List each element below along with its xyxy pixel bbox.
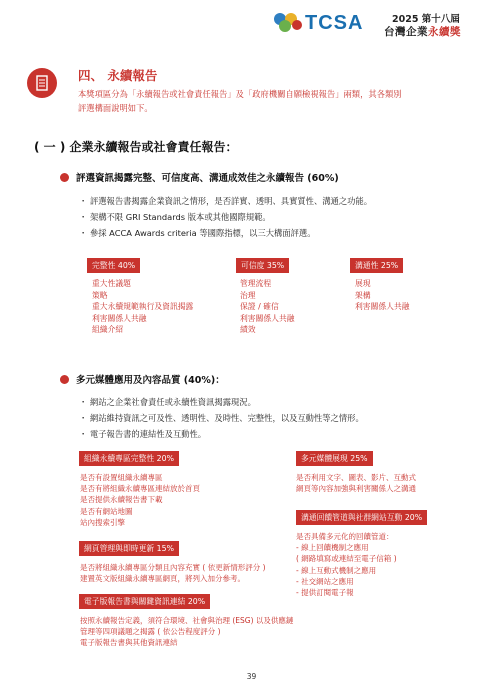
section-title: 四、 永續報告 [78,68,158,83]
column-communication [355,278,410,313]
criteria2-bullets [79,394,364,442]
list-item: ( 網路填寫或連結至電子信箱 ) [296,554,397,564]
bullet-dot-icon [60,375,69,384]
list-item: 是否利用文字、圖表、影片、互動式 [296,473,416,482]
page-number: 39 [246,672,257,681]
list-item: 策略 [92,290,108,300]
list-item: ・ 網站維持資訊之可及性、透明性、及時性、完整性，以及互動性等之情形。 [79,410,364,426]
list-item: - 提供訂閱電子報 [296,588,354,598]
list-item: 組織介紹 [92,325,124,334]
list-item: 保證 / 確信 [240,302,279,311]
list-item: - 社交網站之應用 [296,576,354,586]
list-item: 是否提供永續報告書下載 [80,495,163,505]
logo-text: TCSA [305,12,364,34]
bullet-dot-icon [60,173,69,182]
tag-sustainability-zone: 組織永續專區完整性 20% [79,451,179,466]
column-credibility [240,278,295,336]
block-web-management [80,562,266,584]
list-item: 利害關係人共融 [240,313,295,323]
edition-label: 2025 第十八屆 [392,14,460,25]
document-icon [27,68,57,98]
section-intro: 本獎項區分為「永續報告或社會責任報告」及「政府機關自願檢視報告」兩類，其各類別評選構面說明如下。 [78,89,402,113]
list-item: 是否有設置組織永續專區 [80,473,163,482]
list-item: 是否具備多元化的回饋管道： [296,532,394,541]
list-item: 是否有網站地圖 [80,506,133,516]
list-item: 績效 [240,325,256,334]
tcsa-logo-icon [271,12,303,32]
list-item: 站內搜索引擎 [80,517,125,527]
list-item: ・ 網站之企業社會責任或永續性資訊揭露現況。 [79,394,364,410]
criteria1-heading: 評選資訊揭露完整、可信度高、溝通成效佳之永續報告 (60%) [76,173,339,184]
list-item: 重大永續規範執行及資訊揭露 [92,302,194,311]
block-e-report [80,615,295,649]
list-item: 重大性議題 [92,279,131,288]
tag-credibility: 可信度 35% [236,258,289,273]
tag-web-management: 網頁管理與即時更新 15% [79,541,179,556]
tag-multimedia: 多元媒體展現 25% [296,451,373,466]
criteria2-heading: 多元媒體應用及內容品質 (40%)： [76,375,225,386]
list-item: ・ 電子報告書的連結性及互動性。 [79,426,364,442]
block-multimedia [296,472,416,494]
tag-e-report: 電子版報告書與關鍵資訊連結 20% [79,594,210,609]
list-item: ・ 評選報告書揭露企業資訊之情形，是否詳實、透明、具實質性、溝通之功能。 [79,193,372,209]
list-item: 是否將組織永續專區分類且內容充實 ( 依更新情形評分 ) [80,563,266,572]
list-item: 是否有將組織永續專區連結放於首頁 [80,484,200,494]
award-prefix: 台灣企業 [384,26,428,38]
tag-completeness: 完整性 40% [87,258,140,273]
list-item: 展現 [355,279,371,288]
list-item: 電子版報告書與其他資訊連結 [80,638,178,648]
column-completeness [92,278,193,336]
list-item: 利害關係人共融 [92,313,147,323]
list-item: 網頁等內容加強與利害關係人之溝通 [296,484,416,494]
list-item: 架構 [355,290,371,300]
award-name [384,24,461,39]
list-item: - 線上回饋機制之應用 [296,543,369,553]
list-item: 利害關係人共融 [355,302,410,311]
block-feedback [296,531,397,598]
award-suffix: 永續獎 [428,26,461,38]
sub-heading: ( 一 ) 企業永續報告或社會責任報告： [34,140,238,154]
list-item: 建置英文版組織永續專區網頁，將列入加分參考。 [80,574,245,584]
criteria1-bullets [79,193,372,241]
block-sustainability-zone [80,472,200,528]
tag-communication: 溝通性 25% [350,258,403,273]
list-item: ・ 架構不限 GRI Standards 版本或其他國際規範。 [79,209,372,225]
list-item: 按照永續報告定義，須符合環境、社會與治理 (ESG) 以及供應鏈管理等四項議題之揭露 ( 依公告程度評分 ) [80,616,294,637]
list-item: 治理 [240,290,256,300]
list-item: 管理流程 [240,279,272,288]
list-item: - 線上互動式機制之應用 [296,565,377,575]
list-item: ・ 參採 ACCA Awards criteria 等國際指標，以三大構面評選。 [79,225,372,241]
tag-feedback: 溝通回饋管道與社群網站互動 20% [296,510,427,525]
